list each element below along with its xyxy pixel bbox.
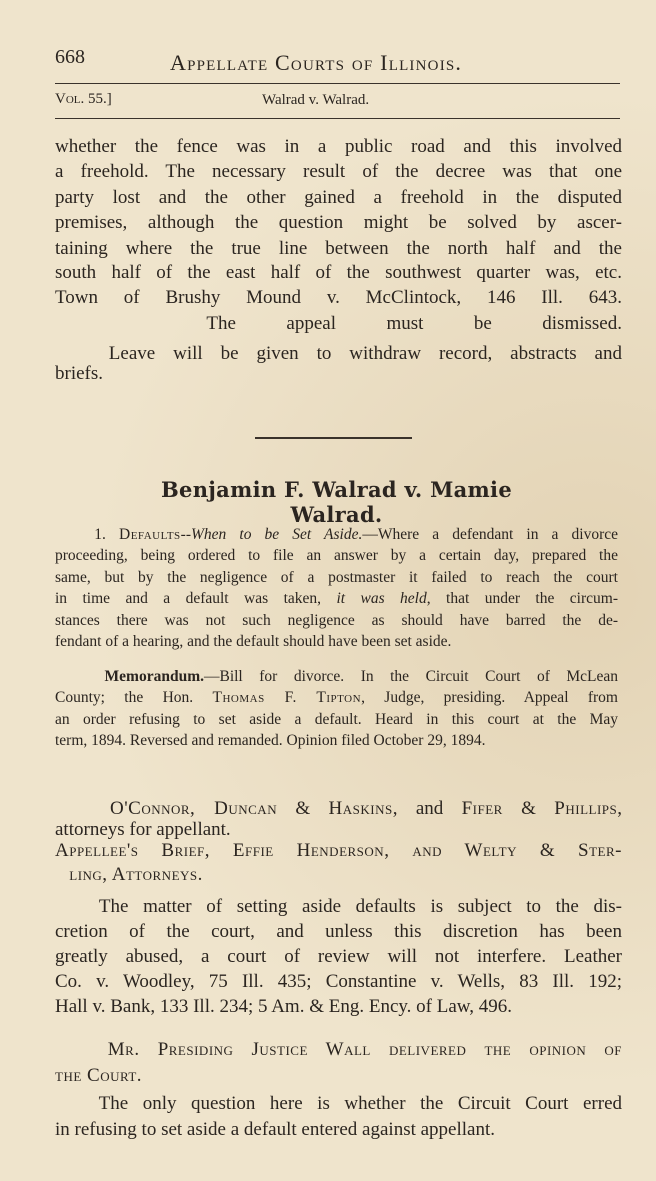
text-segment: south half of the east half of the southwest quarter was, etc. xyxy=(55,262,622,283)
text-segment: -- xyxy=(180,526,191,543)
text-segment: same, but by the negligence of a postmaster it failed to reach the court xyxy=(55,569,618,586)
text-segment: in time and a default was taken, xyxy=(55,590,337,607)
text-segment: stances there was not such negligence as should have barred the de- xyxy=(55,612,618,629)
section-divider xyxy=(255,437,412,439)
text-line xyxy=(55,711,618,729)
text-segment: , and xyxy=(392,798,462,819)
text-segment: Defaults xyxy=(119,526,181,543)
text-segment: a freehold. The necessary result of the decree was that one xyxy=(55,161,622,182)
text-segment xyxy=(55,864,69,885)
text-line xyxy=(55,668,618,686)
text-line xyxy=(55,287,622,309)
text-segment: Town of Brushy Mound v. McClintock, 146 Ill. 643. xyxy=(55,287,622,308)
text-line xyxy=(55,526,618,544)
text-segment: Thomas F. Tipton xyxy=(212,689,362,706)
text-line xyxy=(55,238,622,260)
text-segment: ling, Attorneys. xyxy=(69,864,203,885)
text-segment: The matter of setting aside defaults is subject to the dis- xyxy=(55,896,622,917)
text-segment: 1. xyxy=(55,526,120,543)
text-segment: premises, although the question might be solved by ascer- xyxy=(55,212,622,233)
text-segment: , that under the circum- xyxy=(426,590,618,607)
text-line xyxy=(55,689,618,707)
text-line xyxy=(55,343,622,365)
text-segment: party lost and the other gained a freehold in the disputed xyxy=(55,187,622,208)
text-segment: , xyxy=(617,798,623,819)
text-segment: , Judge, presiding. Appeal from xyxy=(361,689,618,706)
text-line xyxy=(55,1065,622,1087)
text-segment: whether the fence was in a public road and this involved xyxy=(55,136,622,157)
text-segment: attorneys for appellant. xyxy=(55,819,231,840)
text-segment: —Where a defendant in a divorce xyxy=(362,526,619,543)
text-line xyxy=(55,313,622,335)
text-segment: an order refusing to set aside a default. Heard in this court at the May xyxy=(55,711,618,728)
text-line xyxy=(55,136,622,158)
text-segment: O'Connor, Duncan xyxy=(110,798,278,819)
text-segment: it was held xyxy=(336,590,427,607)
text-line xyxy=(55,633,618,651)
text-segment xyxy=(55,1039,108,1060)
text-line xyxy=(55,363,622,385)
text-line xyxy=(55,612,618,630)
text-segment: & xyxy=(277,798,329,819)
short-case-title: Walrad v. Walrad. xyxy=(262,92,370,108)
text-line xyxy=(55,1039,622,1061)
text-line xyxy=(55,569,618,587)
text-segment: Mr. Presiding Justice Wall delivered the opinion of xyxy=(107,1039,622,1060)
text-segment xyxy=(55,668,105,685)
text-line xyxy=(55,590,618,608)
text-line xyxy=(55,187,622,209)
text-line xyxy=(55,262,622,284)
text-line xyxy=(55,732,618,750)
text-segment: When to be Set Aside. xyxy=(191,526,363,543)
volume-label: Vol. 55.] xyxy=(55,91,112,107)
text-segment: The only question here is whether the Circuit Court erred xyxy=(55,1093,622,1114)
text-segment: Co. v. Woodley, 75 Ill. 435; Constantine v. Wells, 83 Ill. 192; xyxy=(55,971,622,992)
text-segment: taining where the true line between the north half and the xyxy=(55,238,622,259)
page-number: 668 xyxy=(55,46,85,68)
text-segment: greatly abused, a court of review will not interfere. Leather xyxy=(55,946,622,967)
running-title: Appellate Courts of Illinois. xyxy=(170,50,463,75)
text-segment: Memorandum. xyxy=(104,668,204,685)
text-segment: the Court. xyxy=(55,1065,143,1086)
text-line xyxy=(55,1119,622,1141)
text-line xyxy=(55,1093,622,1115)
text-line xyxy=(55,921,622,943)
text-line xyxy=(55,896,622,918)
text-segment: County; the Hon. xyxy=(55,689,213,706)
text-line xyxy=(55,212,622,234)
text-segment: The appeal must be dismissed. xyxy=(55,313,622,334)
text-line xyxy=(55,864,622,886)
text-segment: in refusing to set aside a default entered against appellant. xyxy=(55,1119,496,1140)
text-segment: Fifer xyxy=(461,798,503,819)
text-segment: Appellee's Brief, Effie Henderson, and Welty & Ster- xyxy=(55,840,622,861)
text-segment: term, 1894. Reversed and remanded. Opinion filed October 29, 1894. xyxy=(55,732,486,749)
text-line xyxy=(55,946,622,968)
case-title: Benjamin F. Walrad v. Mamie Walrad. xyxy=(160,477,512,527)
text-line xyxy=(55,161,622,183)
text-segment: —Bill for divorce. In the Circuit Court of McLean xyxy=(203,668,619,685)
text-line xyxy=(55,971,622,993)
text-line xyxy=(55,996,622,1018)
text-line xyxy=(55,840,622,862)
text-segment: Hall v. Bank, 133 Ill. 234; 5 Am. & Eng. Ency. of Law, 496. xyxy=(55,996,512,1017)
header-rule-bottom xyxy=(55,118,620,119)
text-segment: fendant of a hearing, and the default should have been set aside. xyxy=(55,633,452,650)
text-segment: Leave will be given to withdraw record, abstracts and xyxy=(55,343,622,364)
text-segment: Haskins xyxy=(328,798,393,819)
text-line xyxy=(55,547,618,565)
text-segment xyxy=(55,798,110,819)
text-segment: Phillips xyxy=(554,798,618,819)
text-line xyxy=(55,798,622,820)
text-segment: & xyxy=(502,798,555,819)
text-segment: cretion of the court, and unless this discretion has been xyxy=(55,921,622,942)
text-segment: proceeding, being ordered to file an answer by a certain day, prepared the xyxy=(55,547,618,564)
header-rule-top xyxy=(55,83,620,84)
text-segment: briefs. xyxy=(55,363,104,384)
text-line xyxy=(55,819,622,841)
